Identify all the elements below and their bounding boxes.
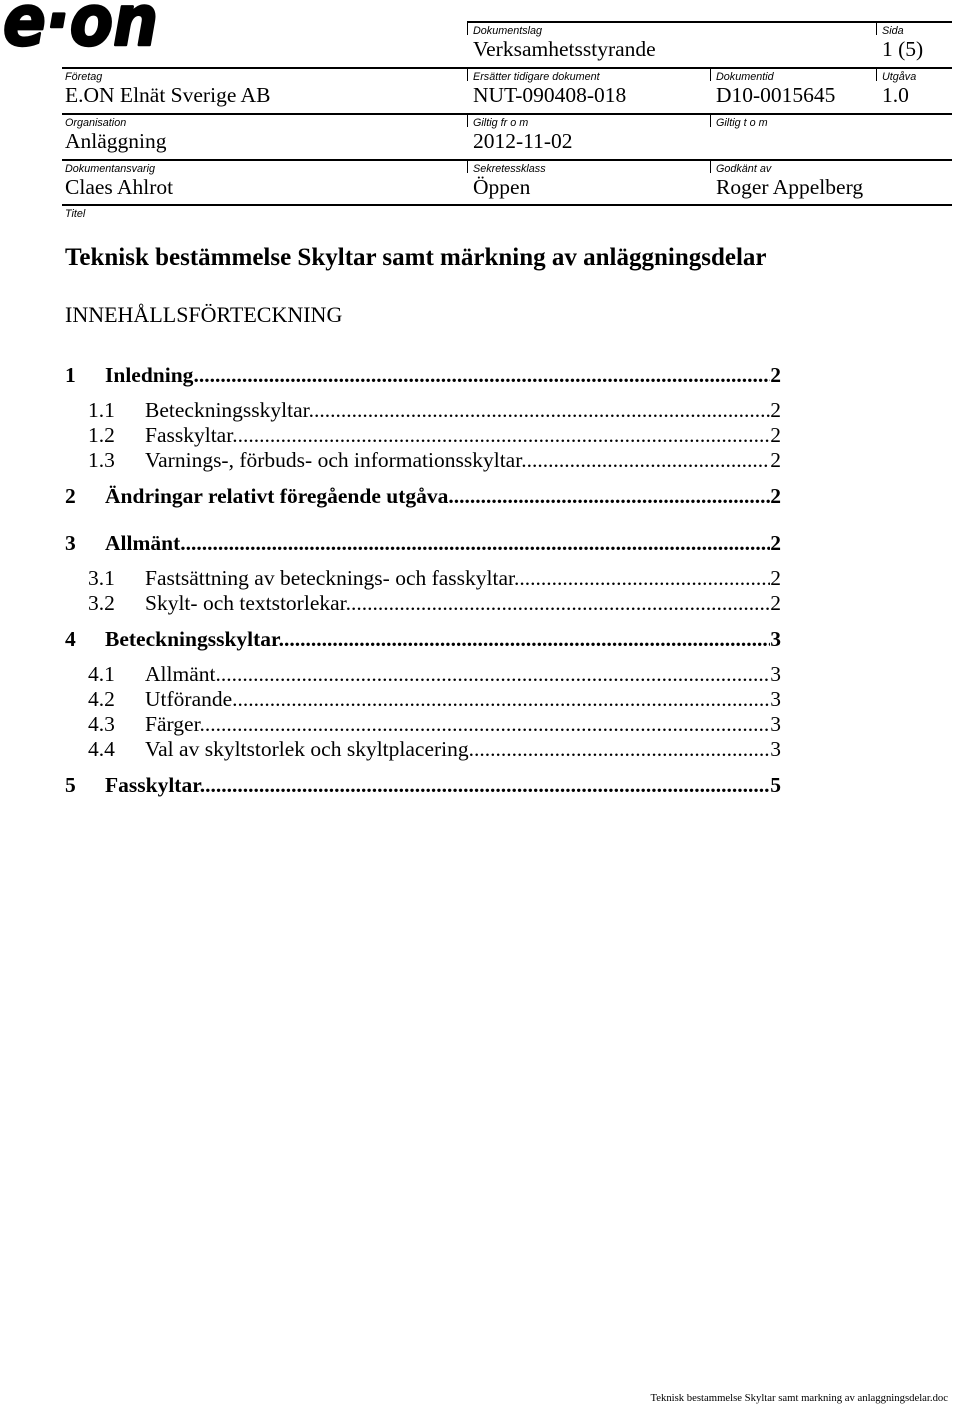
ersatter-value: NUT-090408-018 [473,83,627,107]
dokumentansvarig-value: Claes Ahlrot [65,175,174,199]
toc-entry-number: 4.2 [88,687,115,711]
toc-entry[interactable] [88,687,781,712]
sekretessklass-value: Öppen [473,175,531,199]
toc-entry-number: 3.1 [88,566,115,590]
toc-entry-number: 1.1 [88,398,115,422]
toc-entry-page: 2 [770,566,781,590]
dokumentansvarig-label: Dokumentansvarig [65,163,156,175]
toc-entry-title: Val av skyltstorlek och skyltplacering [145,737,469,761]
toc-entry[interactable] [65,363,781,388]
column-divider [467,68,468,81]
toc-entry-title: Inledning [105,363,194,387]
toc-entry[interactable] [88,423,781,448]
dokumentid-label: Dokumentid [716,71,774,83]
header-rule [62,67,952,69]
toc-entry[interactable] [88,591,781,616]
toc-entry[interactable] [88,662,781,687]
toc-leader [448,484,781,508]
toc-leader [514,566,781,590]
column-divider [710,68,711,81]
toc-entry-number: 3 [65,531,76,555]
toc-leader [193,363,781,387]
giltig-to-label: Giltig t o m [716,117,768,129]
toc-entry[interactable] [65,627,781,652]
toc-entry-number: 4.4 [88,737,115,761]
toc-entry-page: 3 [770,662,781,686]
toc-entry[interactable] [65,531,781,556]
sida-label: Sida [882,25,904,37]
toc-entry-page: 2 [770,398,781,422]
giltig-fr-label: Giltig fr o m [473,117,529,129]
toc-entry-title: Allmänt [145,662,216,686]
toc-entry-page: 3 [770,712,781,736]
toc-entry-title: Allmänt [105,531,181,555]
toc-entry-number: 1.3 [88,448,115,472]
toc-entry-title: Beteckningsskyltar [145,398,309,422]
toc-entry[interactable] [88,737,781,762]
sida-value: 1 (5) [882,37,924,61]
header-rule [62,159,952,161]
foretag-value: E.ON Elnät Sverige AB [65,83,271,107]
toc-entry-number: 3.2 [88,591,115,615]
godkant-value: Roger Appelberg [716,175,864,199]
toc-entry-page: 2 [770,363,781,387]
toc-entry[interactable] [88,448,781,473]
document-title: Teknisk bestämmelse Skyltar samt märkning av anläggningsdelar [65,244,767,271]
header-rule [62,113,952,115]
toc-entry-number: 1 [65,363,76,387]
toc-leader [232,423,781,447]
toc-entry-title: Färger [145,712,200,736]
eon-logo [0,0,166,52]
column-divider [467,114,468,127]
dokumentid-value: D10-0015645 [716,83,836,107]
toc-entry-title: Varnings-, förbuds- och informationsskyltar [145,448,522,472]
toc-entry[interactable] [88,712,781,737]
toc-entry[interactable] [88,398,781,423]
toc-entry-page: 3 [770,627,781,651]
column-divider [876,22,877,35]
toc-entry-title: Skylt- och textstorlekar [145,591,346,615]
toc-leader [180,531,781,555]
toc-entry-title: Ändringar relativt föregående utgåva [105,484,449,508]
utgava-label: Utgåva [882,71,917,83]
toc-leader [279,627,781,651]
toc-entry-page: 2 [770,591,781,615]
toc-entry[interactable] [88,566,781,591]
toc-entry-page: 3 [770,687,781,711]
header-rule [62,204,952,206]
column-divider [467,22,468,35]
toc-entry-number: 2 [65,484,76,508]
titel-label: Titel [65,208,86,220]
toc-entry-number: 4.1 [88,662,115,686]
toc-entry[interactable] [65,484,781,509]
toc-heading: INNEHÅLLSFÖRTECKNING [65,302,343,327]
column-divider [710,160,711,173]
toc-entry-page: 2 [770,531,781,555]
toc-entry-page: 3 [770,737,781,761]
header-rule [467,21,952,23]
toc-leader [469,737,781,761]
toc-entry-page: 2 [770,484,781,508]
column-divider [710,114,711,127]
toc-entry[interactable] [65,773,781,798]
giltig-fr-value: 2012-11-02 [473,129,573,153]
toc-entry-title: Fastsättning av betecknings- och fasskyltar [145,566,515,590]
toc-leader [232,687,781,711]
organisation-value: Anläggning [65,129,167,153]
ersatter-label: Ersätter tidigare dokument [473,71,600,83]
toc-entry-title: Utförande [145,687,233,711]
utgava-value: 1.0 [882,83,909,107]
foretag-label: Företag [65,71,103,83]
toc-leader [309,398,781,422]
toc-leader [521,448,781,472]
dokumentslag-value: Verksamhetsstyrande [473,37,656,61]
eon-logo-text: e·on [3,0,158,52]
column-divider [876,68,877,81]
toc-entry-title: Beteckningsskyltar [105,627,279,651]
toc-leader [215,662,781,686]
godkant-label: Godkänt av [716,163,772,175]
toc-leader [200,773,781,797]
toc-entry-page: 2 [770,423,781,447]
sekretessklass-label: Sekretessklass [473,163,546,175]
organisation-label: Organisation [65,117,127,129]
toc-entry-title: Fasskyltar [105,773,200,797]
column-divider [467,160,468,173]
toc-entry-page: 2 [770,448,781,472]
footer-filename: Teknisk bestammelse Skyltar samt markning av anlaggningsdelar.doc [650,1392,948,1404]
toc-entry-number: 4.3 [88,712,115,736]
dokumentslag-label: Dokumentslag [473,25,543,37]
toc-leader [346,591,781,615]
toc-entry-number: 5 [65,773,76,797]
toc-leader [200,712,781,736]
toc-entry-number: 4 [65,627,76,651]
toc-entry-title: Fasskyltar [145,423,233,447]
toc-entry-number: 1.2 [88,423,115,447]
toc-entry-page: 5 [770,773,781,797]
